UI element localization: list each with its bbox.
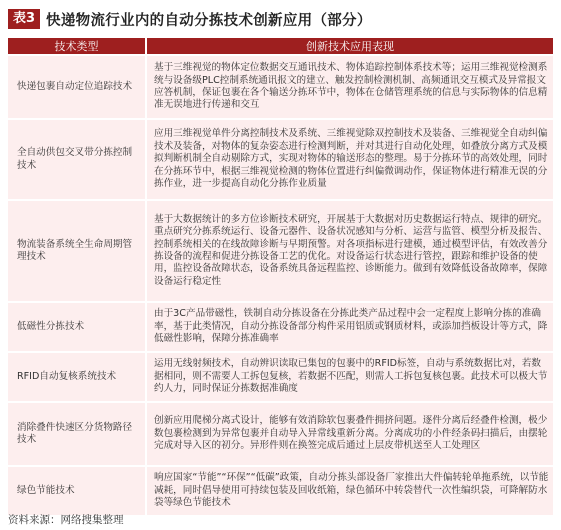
row-application: 基于三维视觉的物体定位数据交互通讯技术、物体追踪控制体系技术等；运用三维视觉检测系统与设备级PLC控制系统通讯报文的建立、触发控制检测机制、高频通讯交互模式及异常报文应答机制，保证包裹在各个输送分拣环节中，物体在仓储管理系统的信息与实际物体的信息精准无误地进行传递和交互 <box>147 56 553 118</box>
table-row <box>8 353 553 401</box>
table-row <box>8 56 553 118</box>
source-note: 资料来源：网络搜集整理 <box>8 514 124 526</box>
row-application: 基于大数据统计的多方位诊断技术研究，开展基于大数据对历史数据运行特点、规律的研究。重点研究分拣系统运行、设备元器件、设备状况感知与分析、运营与监管、模型分析及报告、控制系统相关的在线故障诊断与早期预警。对各项指标进行建模，通过模型评估，有效改善分拣设备的流程和促进分拣设备工艺的优化。对设备运行状态进行管控，跟踪和维护设备的使用，监控设备故障状态，设备系统具备远程监控、诊断能力。做到有效降低设备故障率，保障设备运行稳定性 <box>147 201 553 301</box>
table-header-row <box>8 38 553 54</box>
row-application: 应用三维视觉单件分离控制技术及系统、三维视觉除双控制技术及装备、三维视觉全自动纠偏技术及装备，对物体的复杂姿态进行检测判断，并对其进行自动化处理，如叠放分离方式及模拟判断机制全自动剔除方式，实现对物体的输送形态的整理。易于分拣环节的高效处理，同时在分拣环节中，根据三维视觉检测的物体位置进行纠偏微调动作，保证物体进行精准无误的分拣作业，进一步提高自动化分拣作业质量 <box>147 120 553 199</box>
row-tech-type: 物流装备系统全生命周期管理技术 <box>8 201 147 301</box>
tech-table <box>8 36 553 517</box>
table-title-row <box>8 8 372 30</box>
row-tech-type: 快递包裹自动定位追踪技术 <box>8 56 147 118</box>
row-tech-type: RFID自动复核系统技术 <box>8 353 147 401</box>
row-application: 响应国家“节能”“环保”“低碳”政策，自动分拣头部设备厂家推出大件偏转轮单拖系统，以节能减耗，同时倡导使用可持续包装及回收纸箱，绿色循环中转袋替代一次性编织袋，可降解防水袋等绿色节能技术 <box>147 467 553 515</box>
row-application: 由于3C产品带磁性，铁制自动分拣设备在分拣此类产品过程中会一定程度上影响分拣的准确率，基于此类情况，自动分拣设备部分构件采用铝质或钢质材料，或添加挡板设计等方式，降低磁性影响，保障分拣准确率 <box>147 303 553 351</box>
table-number-label: 表3 <box>8 9 40 29</box>
table-row <box>8 303 553 351</box>
table-row <box>8 120 553 199</box>
row-tech-type: 绿色节能技术 <box>8 467 147 515</box>
table-row <box>8 201 553 301</box>
table-row <box>8 403 553 465</box>
row-tech-type: 低磁性分拣技术 <box>8 303 147 351</box>
table-title: 快递物流行业内的自动分拣技术创新应用（部分） <box>46 12 372 29</box>
row-application: 运用无线射频技术，自动辨识读取已集包的包裹中的RFID标签，自动与系统数据比对，若数据相同，则不需要人工拆包复核，若数据不匹配，则需人工拆包复核包裹。此技术可以极大节约人力，同时保证分拣数据准确度 <box>147 353 553 401</box>
header-tech-type: 技术类型 <box>8 38 147 54</box>
row-application: 创新应用爬梯分离式设计，能够有效消除软包裹叠件拥挤问题。逐件分离后经叠件检测，极少数包裹检测到为异常包裹并自动导入异常线重新分离。分离成功的小件经条码扫描后，由摆轮完成对导入区的初分。异形件则在换签完成后通过上层皮带机送至人工处理区 <box>147 403 553 465</box>
row-tech-type: 全自动供包交叉带分拣控制技术 <box>8 120 147 199</box>
row-tech-type: 消除叠件快速区分货物路径技术 <box>8 403 147 465</box>
table-row <box>8 467 553 515</box>
header-application: 创新技术应用表现 <box>147 38 553 54</box>
